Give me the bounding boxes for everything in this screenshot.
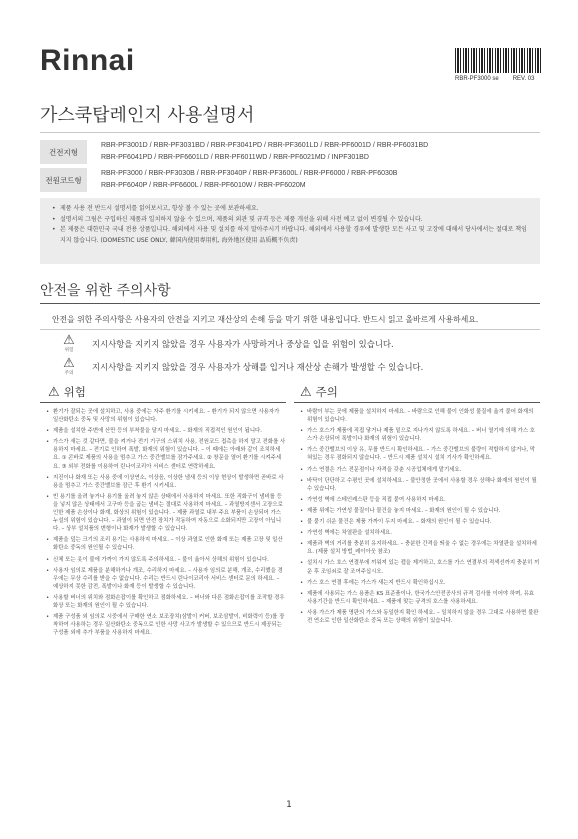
- model-line: RBR-PF3000 / RBR-PF3030B / RBR-PF3040P / RBR-PF3600L / RBR-PF6000 / RBR-PF6030B: [101, 170, 398, 177]
- model-label: 건전지형: [40, 140, 87, 164]
- document-revision: REV. 03: [512, 76, 535, 82]
- danger-heading-divider: [40, 402, 286, 403]
- warning-text: 지시사항을 지키지 않았을 경우 사용자가 상해를 입거나 재산상 손해가 발생할 수 있습니다.: [92, 361, 424, 372]
- model-row-battery: [40, 140, 540, 164]
- danger-item: • 제품을 덮는 크기의 조리 용기는 사용하지 마세요. – 이상 과열로 인한 화재 또는 제품 고장 및 일산화탄소 중독의 원인될 수 있습니다.: [46, 536, 286, 552]
- warning-triangle-icon: ⚠: [63, 356, 75, 371]
- caution-item: • 바닥이 단단하고 수평인 곳에 설치하세요. – 불안정한 곳에서 사용할 경우 상해나 화재의 원인이 될 수 있습니다.: [300, 477, 540, 493]
- title-divider: [40, 132, 540, 133]
- document-code-number: RBR-PF3000 se: [455, 76, 499, 82]
- danger-item: • 환기가 잘되는 곳에 설치하고, 사용 중에는 자주 환기를 시키세요. – 환기가 되지 않으면 사용자가 일산화탄소 중독 및 사망의 위험이 있습니다.: [46, 408, 286, 424]
- intro-divider: [40, 329, 540, 330]
- model-list: [87, 140, 428, 164]
- caution-item: • 가연성 벽에 스테인레스판 등을 직접 붙여 사용하지 마세요.: [300, 496, 540, 504]
- warning-triangle-icon: ⚠: [63, 333, 75, 348]
- page-number: 1: [286, 800, 292, 810]
- model-list: [87, 168, 397, 192]
- danger-item: • 신체 또는 옷이 불에 가까이 가지 않도록 주의하세요. – 불이 옮아서 상해의 위험이 있습니다.: [46, 556, 286, 564]
- danger-heading: [48, 384, 86, 400]
- icon-label: 위험: [64, 348, 74, 353]
- caution-heading-label: 주의: [315, 385, 338, 399]
- danger-item: • 빈 용기를 올려 놓거나 용기를 올려 놓지 않은 상태에서 사용하지 마세요. 또한 직화구이 냄비를 등을 넣지 않은 상태에서 고구마 등을 굽는 냄비는 절대로 사용하지 마세요. – 과열방지센서 고장으로 인한 제품 손상이나 화재, 화상의 위험이 있습니다. – 제품 과열로 내부 주요 부품이 손상되어 가스 누설의 위험이 있습니다. – 과열이 되면 안전 장치가 작동하여 자동으로 소화되지만 고장이 아닙니다. – 상부 설치품의 변형이나 화재가 발생할 수 있습니다.: [46, 493, 286, 533]
- caution-item: • 가연성 벽에는 차열판을 설치하세요.: [300, 529, 540, 537]
- document-code: [455, 76, 548, 82]
- model-line: RBR-PF6041PD / RBR-PF6601LD / RBR-PF6011WD / RBR-PF6021MD / INPF301BD: [101, 154, 369, 161]
- icon-label: 주의: [64, 371, 74, 376]
- model-line: RBR-PF6040P / RBR-PF6600L / RBR-PF6010W / RBR-PF6020M: [101, 182, 306, 189]
- danger-item: • 제품 구성품 외 임의로 시중에서 구매한 연소 보조장치(삼발이 커버, 보조삼발이, 비화력이 등)를 장착하여 사용하는 경우 일산화탄소 중독으로 인한 사망 사고가 발생할 수 있으므로 반드시 제공되는 구성품 외에 추가 부품을 사용하지 마세요.: [46, 613, 286, 637]
- safety-section-title: 안전을 위한 주의사항: [40, 283, 171, 299]
- safety-intro: 안전을 위한 주의사항은 사용자의 안전을 지키고 재산상의 손해 등을 막기 위한 내용입니다. 반드시 읽고 올바르게 사용하세요.: [52, 315, 479, 324]
- caution-column: [300, 408, 540, 628]
- caution-item: • 가스 호스가 제품에 직접 닿거나 제품 밑으로 지나가지 않도록 하세요. – 버너 열기에 의해 가스 호스가 손상되어 폭발이나 화재의 위험이 있습니다.: [300, 427, 540, 443]
- notice-item: • 제품 사용 전 반드시 설명서를 읽어보시고, 항상 볼 수 있는 곳에 보관하세요.: [52, 204, 530, 215]
- warning-triangle-icon: ⚠: [48, 384, 60, 400]
- caution-item: • 가스 호스 연결 후에는 가스가 새는지 반드시 확인하십시오.: [300, 579, 540, 587]
- caution-item: • 가스 연결은 가스 전문점이나 자격을 갖춘 시공업체에게 맡기세요.: [300, 466, 540, 474]
- warning-row-danger: [60, 334, 394, 353]
- page-title: 가스쿡탑레인지 사용설명서: [40, 105, 255, 126]
- caution-item: • 바람이 부는 곳에 제품을 설치하지 마세요. – 바람으로 인해 불이 인화성 물질에 옮겨 붙어 화재의 위험이 있습니다.: [300, 408, 540, 424]
- model-line: RBR-PF3001D / RBR-PF3031BD / RBR-PF3041PD / RBR-PF3601LD / RBR-PF6001D / RBR-PF6031BD: [101, 142, 429, 149]
- warning-row-caution: [60, 357, 423, 376]
- caution-item: • 제품 위에는 가연성 물질이나 물건을 놓지 마세요. – 화재의 원인이 될 수 있습니다.: [300, 507, 540, 515]
- danger-item: • 사용자 임의로 제품을 분해하거나 개조, 수리하지 마세요. – 사용자 임의로 분해, 개조, 수리했을 경우에는 무상 수리를 받을 수 없습니다. 수리는 반드시 린나이코리아 서비스 센터로 문의 하세요. – 예상하지 못한 감전, 폭발이나 화재 등이 발생할 수 있습니다.: [46, 567, 286, 591]
- caution-heading: [300, 384, 338, 400]
- danger-item: • 제품을 설치한 주변에 산만 등의 부착물을 달지 마세요. – 화재의 직접적인 원인이 됩니다.: [46, 427, 286, 435]
- caution-item: • 사용 가스가 제품 명판의 가스와 동일한지 확인 하세요. – 일치하지 않을 경우 그대로 사용하면 불완전 연소로 인한 일산화탄소 중독 또는 상해의 위험이 있습니다.: [300, 609, 540, 625]
- warning-text: 지시사항을 지키지 않았을 경우 사용자가 사망하거나 중상을 입을 위험이 있습니다.: [92, 338, 394, 349]
- section-divider: [40, 303, 540, 304]
- danger-item: • 사용할 버너의 위치와 점화손잡이를 확인하고 점화하세요. – 버너와 다른 점화손잡이를 조작할 경우 화상 또는 화재의 원인이 될 수 있습니다.: [46, 594, 286, 610]
- warning-triangle-icon: ⚠: [300, 384, 312, 400]
- caution-item: • 불 붙기 쉬운 물건은 제품 가까이 두지 마세요. – 화재의 원인이 될 수 있습니다.: [300, 518, 540, 526]
- danger-column: [46, 408, 286, 640]
- notice-box: [40, 198, 540, 264]
- danger-heading-label: 위험: [63, 385, 86, 399]
- danger-item: • 지진이나 화재 또는 사용 중에 이상연소, 이상음, 이상한 냄새 등의 이상 현상이 발생하면 곧바로 사용을 멈추고 가스 중간밸브를 잠근 후 환기 시키세요.: [46, 474, 286, 490]
- notice-item: • 본 제품은 대한민국 국내 전용 상품입니다. 해외에서 사용 및 설치를 하지 말아주시기 바랍니다. 해외에서 사용할 경우에 발생한 모든 사고 및 고장에 대해서 당사에서는 절대로 책임지지 않습니다. (DOMESTIC USE ONLY, 韓国内使用専用机, 海外地区使用 品质概不负责): [52, 225, 530, 246]
- caution-item: • 제품에 사용되는 가스 용품은 KS 표준품이나, 한국가스안전공사의 규격 검사를 이어야 하며, 유효 사용기간을 반드시 확인하세요. – 제품에 맞는 규격의 호스를 사용하세요.: [300, 590, 540, 606]
- model-row-power-cord: [40, 168, 540, 192]
- notice-item: • 설명서의 그림은 구입하신 제품과 일치하지 않을 수 있으며, 제품의 외관 및 규격 등은 제품 개선을 위해 사전 예고 없이 변경될 수 있습니다.: [52, 215, 530, 226]
- caution-level-icon: [60, 357, 78, 376]
- caution-heading-divider: [294, 402, 540, 403]
- caution-item: • 설치시 가스 호스 연결부에 끼워져 있는 캡을 제거하고, 호스를 가스 연결부의 적색선까지 충분히 끼운 후 조임쇠로 잘 조여주십시오.: [300, 559, 540, 575]
- brand-logo: Rinnai: [40, 44, 135, 77]
- barcode-image: [455, 48, 541, 73]
- caution-item: • 가스 중간밸브의 이상 유, 무를 반드시 확인하세요. – 가스 중간밸브의 불량이 적합하지 않거나, 막혀있는 경우 점화되지 않습니다. – 반드시 제품 설치시 설치 기사가 확인하세요.: [300, 446, 540, 462]
- danger-level-icon: [60, 334, 78, 353]
- caution-item: • 제품과 벽의 거리를 충분히 유지하세요. – 충분한 간격을 띄울 수 없는 경우에는 차열판을 설치하세요. (제품 설치 방법_레이아웃 참조): [300, 540, 540, 556]
- danger-item: • 가스가 새는 것 같다면, 불을 켜거나 전기 기구의 스위치 사용, 전원코드 접촉을 하지 말고 전화를 사용하지 마세요. – 전기로 인하여 폭발, 화재의 위험이 있습니다. – 이 때에는 아래와 같이 조치하세요. ① 콘바로 제품의 사용을 멈추고 가스 중간밸브를 잠가주세요. ② 창문을 열어 환기를 시켜주세요. ③ 외부 전화를 이용하여 린나이코리아 서비스 센터로 연락하세요.: [46, 438, 286, 470]
- model-label: 전원코드형: [40, 168, 87, 192]
